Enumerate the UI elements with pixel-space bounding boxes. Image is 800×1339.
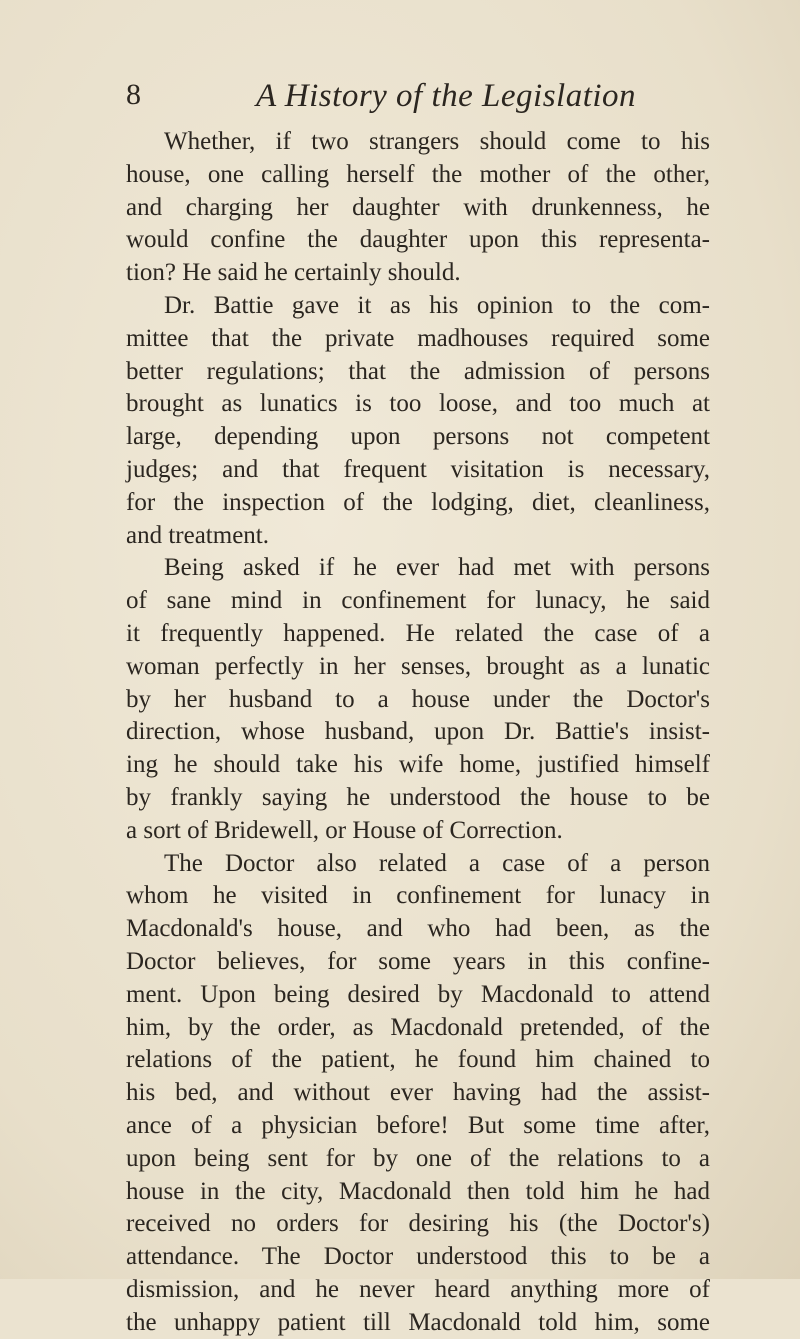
text-line: attendance. The Doctor understood this to be a (126, 1243, 710, 1271)
page-number: 8 (126, 78, 141, 111)
text-line: ance of a physician before! But some time after, (126, 1111, 710, 1139)
text-line: tion? He said he certainly should. (126, 259, 461, 287)
text-line: it frequently happened. He related the case of a (126, 619, 710, 647)
text-line: ing he should take his wife home, justified himself (126, 751, 710, 779)
text-line: whom he visited in confinement for lunacy in (126, 882, 710, 910)
running-title: A History of the Legislation (256, 78, 637, 114)
text-line: dismission, and he never heard anything more of (126, 1275, 710, 1303)
text-line: for the inspection of the lodging, diet, cleanliness, (126, 488, 710, 516)
text-line: the unhappy patient till Macdonald told him, some (126, 1308, 710, 1336)
text-line: direction, whose husband, upon Dr. Battie's insist- (126, 718, 710, 746)
text-line: would confine the daughter upon this representa- (126, 226, 710, 254)
text-line: house in the city, Macdonald then told him he had (126, 1177, 710, 1205)
text-line: woman perfectly in her senses, brought as a lunatic (126, 652, 710, 680)
text-line: him, by the order, as Macdonald pretended, of the (126, 1013, 710, 1041)
text-line: by her husband to a house under the Doctor's (126, 685, 710, 713)
text-line: ment. Upon being desired by Macdonald to attend (126, 980, 710, 1008)
text-line: Dr. Battie gave it as his opinion to the com- (164, 291, 710, 319)
text-line: and treatment. (126, 521, 269, 549)
body-text (126, 126, 710, 1339)
text-line: brought as lunatics is too loose, and too much at (126, 390, 710, 418)
text-line: house, one calling herself the mother of the other, (126, 160, 710, 188)
text-line: his bed, and without ever having had the assist- (126, 1079, 710, 1107)
text-line: mittee that the private madhouses required some (126, 324, 710, 352)
text-line: a sort of Bridewell, or House of Correction. (126, 816, 563, 844)
text-line: received no orders for desiring his (the Doctor's) (126, 1210, 710, 1238)
text-line: judges; and that frequent visitation is necessary, (126, 455, 710, 483)
text-line: upon being sent for by one of the relations to a (126, 1144, 710, 1172)
text-line: relations of the patient, he found him chained to (126, 1046, 710, 1074)
text-line: of sane mind in confinement for lunacy, he said (126, 587, 710, 615)
text-line: Being asked if he ever had met with persons (164, 554, 710, 582)
text-line: by frankly saying he understood the house to be (126, 783, 710, 811)
text-line: better regulations; that the admission of persons (126, 357, 710, 385)
text-line: large, depending upon persons not competent (126, 423, 710, 451)
text-line: Whether, if two strangers should come to his (164, 128, 710, 155)
text-line: The Doctor also related a case of a person (164, 849, 710, 877)
text-line: Doctor believes, for some years in this confine- (126, 947, 710, 975)
text-line: and charging her daughter with drunkenness, he (126, 193, 710, 221)
page-header (126, 78, 706, 118)
text-line: Macdonald's house, and who had been, as the (126, 915, 710, 943)
